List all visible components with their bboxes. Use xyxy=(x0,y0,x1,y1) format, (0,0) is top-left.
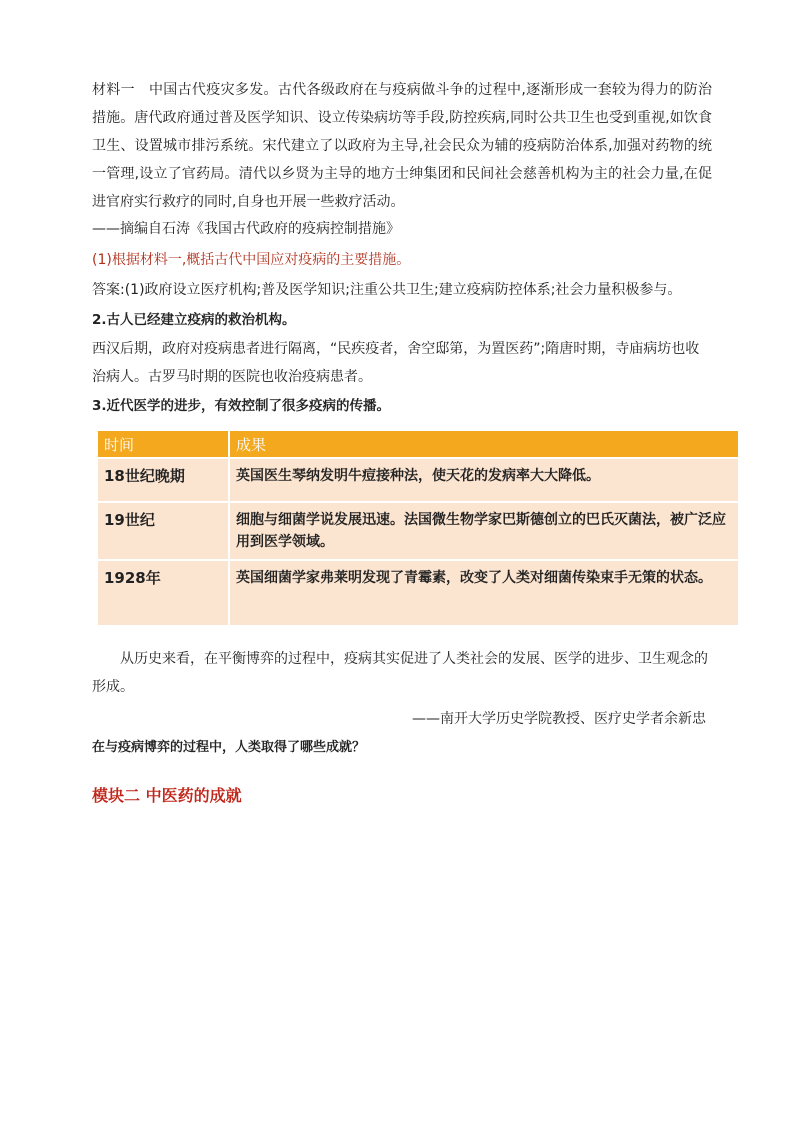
question1: (1)根据材料一,概括古代中国应对疫病的主要措施。 xyxy=(92,252,411,268)
table-cell-result: 细胞与细菌学说发展迅速。法国微生物学家巴斯德创立的巴氏灭菌法，被广泛应用到医学领域。 xyxy=(229,502,739,560)
table-cell-time: 19世纪 xyxy=(97,502,229,560)
table-row xyxy=(97,502,739,560)
quote-text: 从历史来看，在平衡博弈的过程中，疫病其实促进了人类社会的发展、医学的进步、卫生观念的形成。 xyxy=(92,651,708,695)
table-cell-result: 英国细菌学家弗莱明发现了青霉素，改变了人类对细菌传染束手无策的状态。 xyxy=(229,560,739,626)
section2-heading: 2.古人已经建立疫病的救治机构。 xyxy=(92,312,296,328)
quote-source: ——南开大学历史学院教授、医疗史学者余新忠 xyxy=(412,711,706,727)
table-row xyxy=(97,560,739,626)
table-header-row xyxy=(97,430,739,458)
material1-source: ——摘编自石涛《我国古代政府的疫病控制措施》 xyxy=(92,221,400,237)
material1-lead: 材料一 xyxy=(92,82,135,98)
table-cell-time: 1928年 xyxy=(97,560,229,626)
table-header-time: 时间 xyxy=(97,430,229,458)
material1-text: 中国古代疫灾多发。古代各级政府在与疫病做斗争的过程中,逐渐形成一套较为得力的防治措施。唐代政府通过普及医学知识、设立传染病坊等手段,防控疾病,同时公共卫生也受到重视,如饮食卫生、设置城市排污系统。宋代建立了以政府为主导,社会民众为辅的疫病防治体系,加强对药物的统一管理,设立了官药局。清代以乡贤为主导的地方士绅集团和民间社会慈善机构为主的社会力量,在促进官府实行救疗的同时,自身也开展一些救疗活动。 xyxy=(92,82,712,210)
prompt-question: 在与疫病博弈的过程中，人类取得了哪些成就？ xyxy=(92,740,366,755)
material1-paragraph xyxy=(92,76,712,216)
section2-text: 西汉后期，政府对疫病患者进行隔离，“民疾疫者，舍空邸第，为置医药”;隋唐时期，寺庙病坊也收治病人。古罗马时期的医院也收治疫病患者。 xyxy=(92,341,700,385)
section3-heading: 3.近代医学的进步，有效控制了很多疫病的传播。 xyxy=(92,398,391,414)
module2-title: 模块二 中医药的成就 xyxy=(92,786,242,805)
table-cell-result: 英国医生琴纳发明牛痘接种法，使天花的发病率大大降低。 xyxy=(229,458,739,502)
table-row xyxy=(97,458,739,502)
table-header-result: 成果 xyxy=(229,430,739,458)
page-content xyxy=(92,76,726,809)
table-cell-time: 18世纪晚期 xyxy=(97,458,229,502)
medical-progress-table xyxy=(96,429,740,627)
answer1: 答案:(1)政府设立医疗机构;普及医学知识;注重公共卫生;建立疫病防控体系;社会力量积极参与。 xyxy=(92,282,682,298)
